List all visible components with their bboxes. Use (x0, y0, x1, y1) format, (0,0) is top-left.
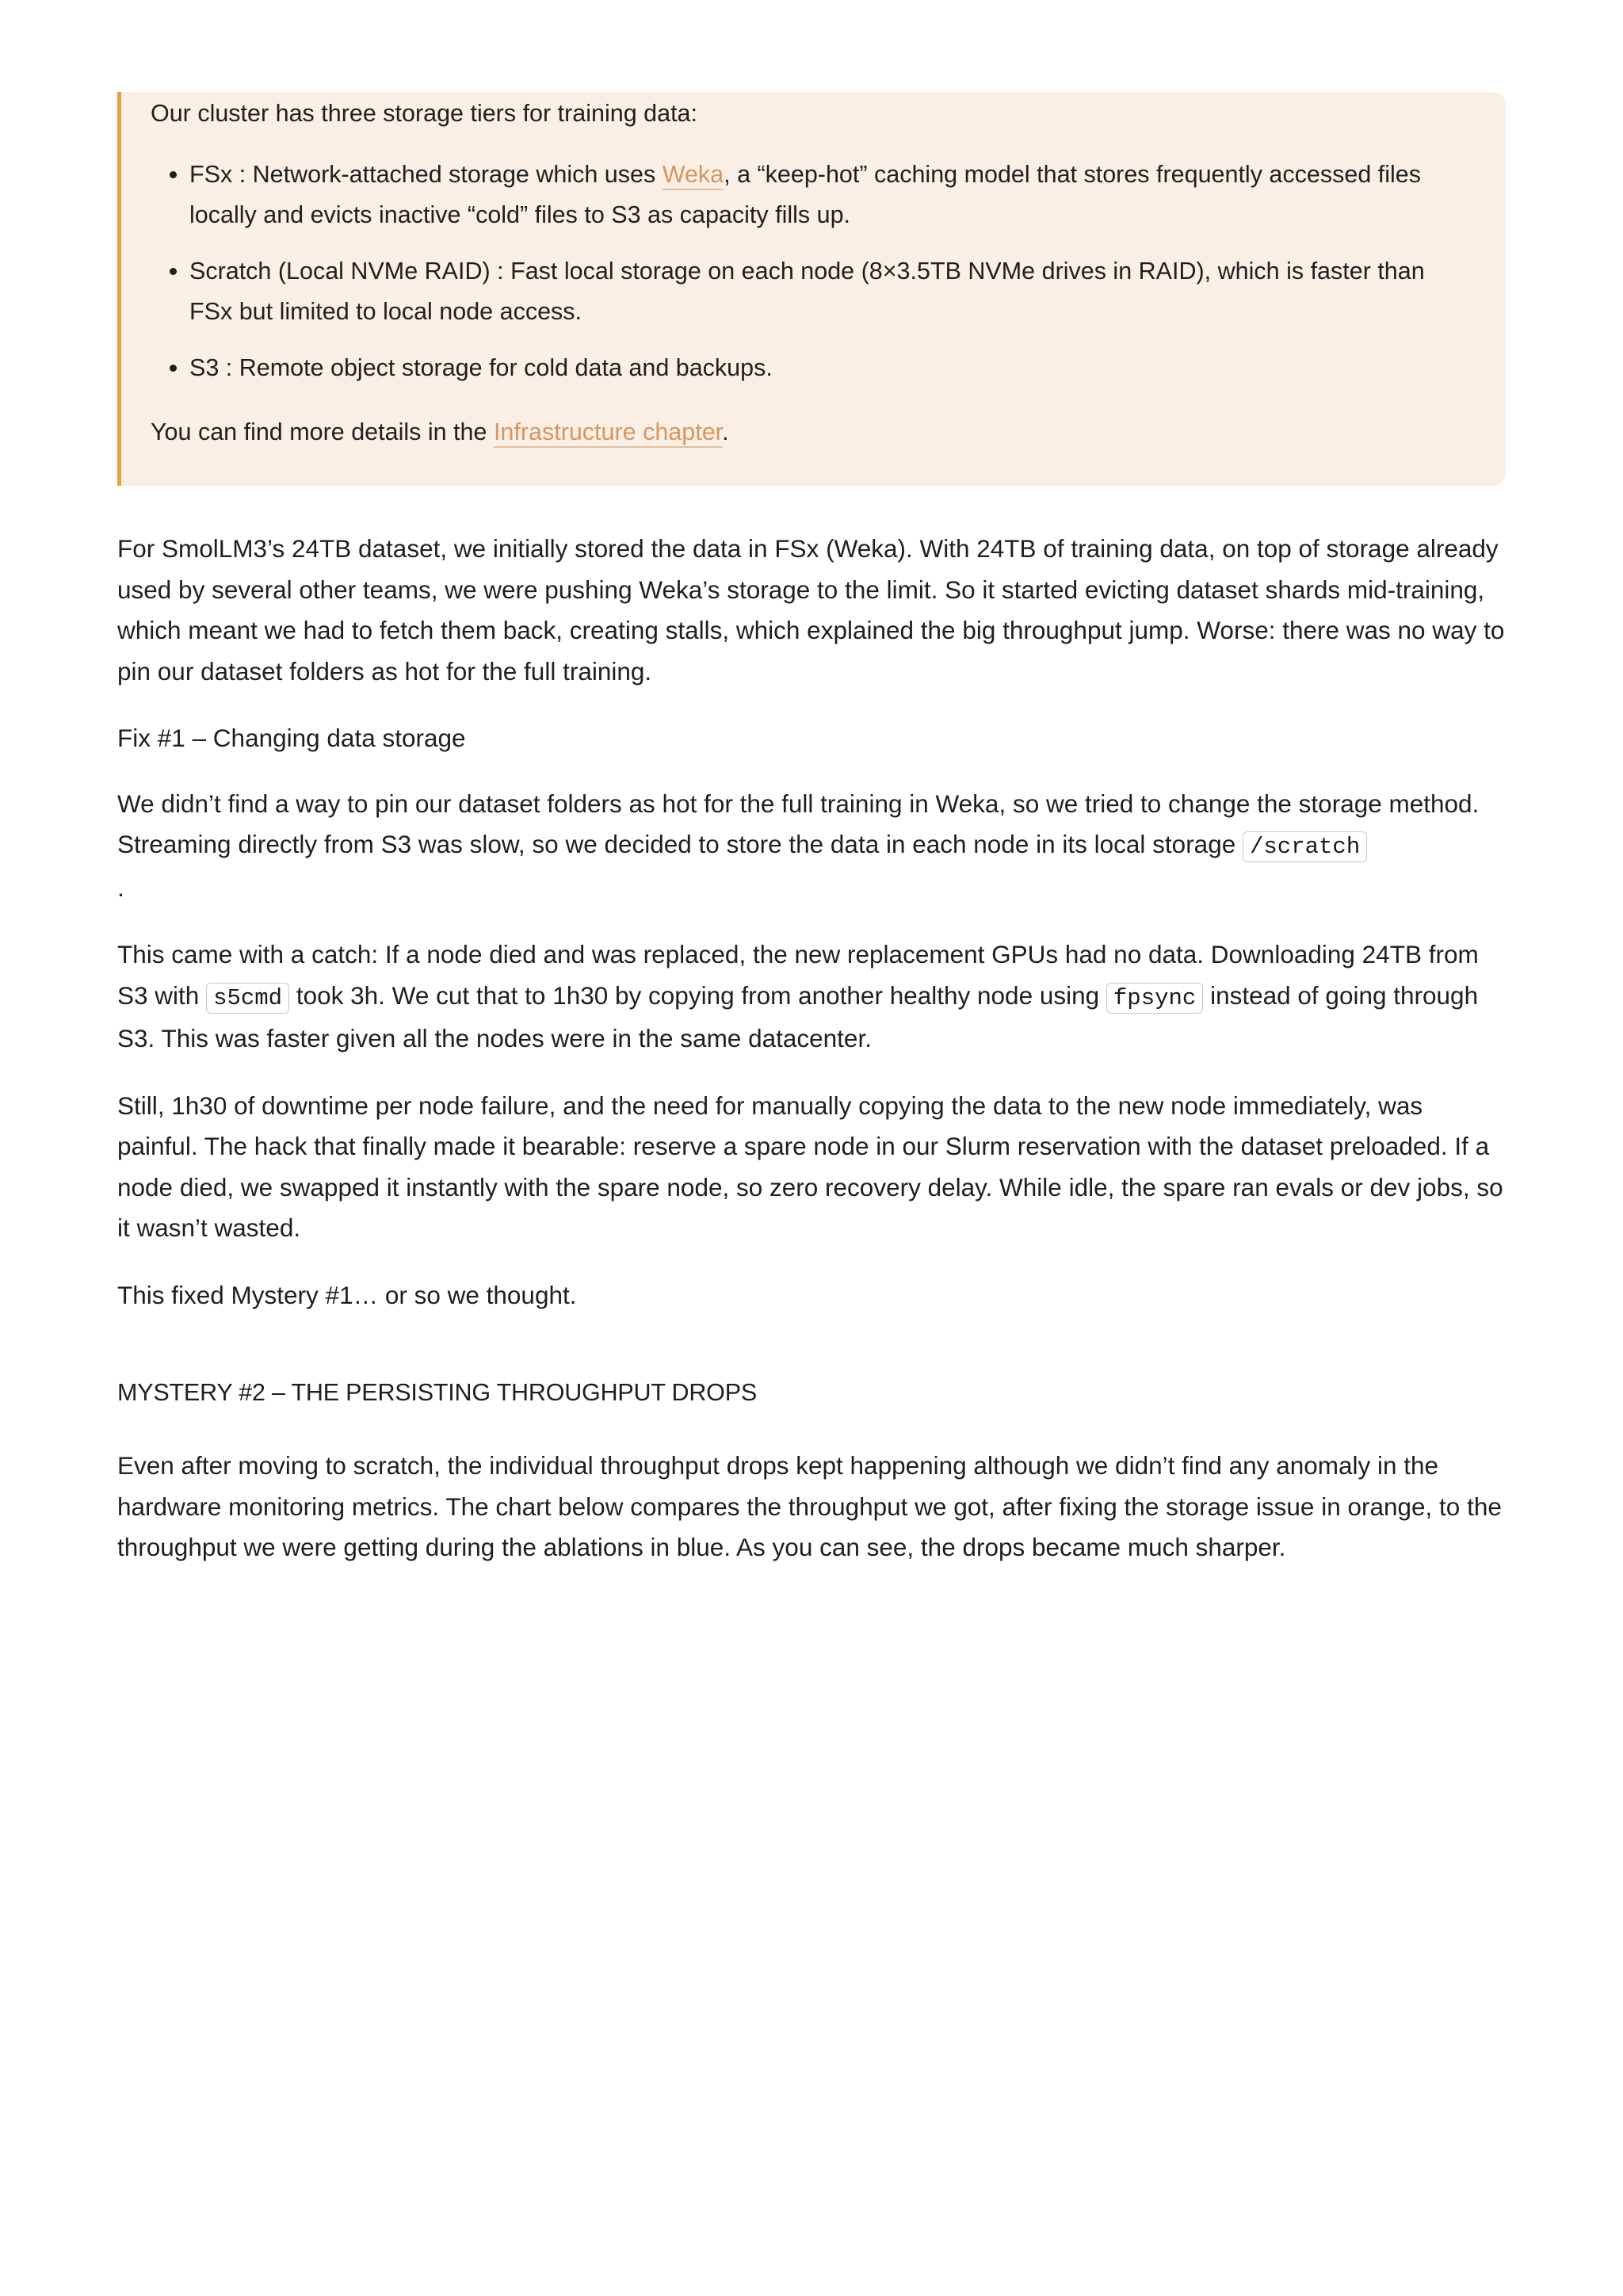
fsx-text-after: , a “keep-hot” caching model that stores frequently accessed files locally and evicts inactive “cold” files to S3 as capacity fills up. (189, 161, 1421, 228)
s5cmd-code: s5cmd (206, 983, 289, 1014)
callout-details (151, 412, 1458, 453)
weka-link[interactable]: Weka (663, 161, 724, 190)
paragraph-node-replacement (117, 934, 1506, 1060)
mystery-2-heading: MYSTERY #2 – THE PERSISTING THROUGHPUT DROPS (117, 1379, 757, 1406)
list-item-fsx (189, 155, 1458, 235)
callout-intro: Our cluster has three storage tiers for training data: (151, 100, 697, 127)
paragraph-local-storage (117, 784, 1506, 909)
storage-tiers-callout (117, 92, 1506, 486)
scratch-code: /scratch (1243, 831, 1367, 862)
fsx-text-before: FSx : Network-attached storage which uses (189, 161, 663, 188)
p4-text-b: took 3h. We cut that to 1h30 by copying from another healthy node using (289, 980, 1106, 1010)
paragraph-spare-node: Still, 1h30 of downtime per node failure, and the need for manually copying the data to the new node immediately, was painful. The hack that finally made it bearable: reserve a spare node in our Slurm reservation with the dataset preloaded. If a node died, we swapped it instantly with the spare node, so zero recovery delay. While idle, the spare ran evals or dev jobs, so it wasn’t wasted. (117, 1091, 1503, 1242)
storage-tier-list (151, 155, 1458, 388)
fpsync-code: fpsync (1106, 983, 1203, 1014)
p4-text-c: instead of going through S3. This was faster given all the nodes were in the same datacenter. (117, 980, 1479, 1052)
p4-text-a: This came with a catch: If a node died and was replaced, the new replacement GPUs had no data. Downloading 24TB from S3 with (117, 940, 1479, 1010)
paragraph-mystery-fixed: This fixed Mystery #1… or so we thought. (117, 1280, 577, 1309)
details-text-after: . (722, 418, 729, 445)
p3-text-before: We didn’t find a way to pin our dataset folders as hot for the full training in Weka, so we tried to change the storage method. Streaming directly from S3 was slow, so we decided to store the data in each node in its local storage (117, 789, 1480, 858)
infrastructure-chapter-link[interactable]: Infrastructure chapter (494, 418, 722, 448)
paragraph-dataset-storage: For SmolLM3’s 24TB dataset, we initially stored the data in FSx (Weka). With 24TB of training data, on top of storage already used by several other teams, we were pushing Weka’s storage to the limit. So it started evicting dataset shards mid-training, which meant we had to fetch them back, creating stalls, which explained the big throughput jump. Worse: there was no way to pin our dataset folders as hot for the full training. (117, 534, 1505, 686)
list-item-scratch: • Scratch (Local NVMe RAID) : Fast local storage on each node (8×3.5TB NVMe drives in RAID), which is faster than FSx but limited to local node access. (189, 251, 1458, 332)
article-content (117, 0, 1506, 1568)
details-text-before: You can find more details in the (151, 418, 494, 445)
paragraph-throughput-drops: Even after moving to scratch, the individual throughput drops kept happening although we didn’t find any anomaly in the hardware monitoring metrics. The chart below compares the throughput we got, after fixing the storage issue in orange, to the throughput we were getting during the ablations in blue. As you can see, the drops became much sharper. (117, 1451, 1502, 1561)
fix-1-title: Fix #1 – Changing data storage (117, 724, 466, 752)
p3-text-after: . (117, 873, 124, 902)
list-item-s3: • S3 : Remote object storage for cold data and backups. (189, 348, 1458, 388)
